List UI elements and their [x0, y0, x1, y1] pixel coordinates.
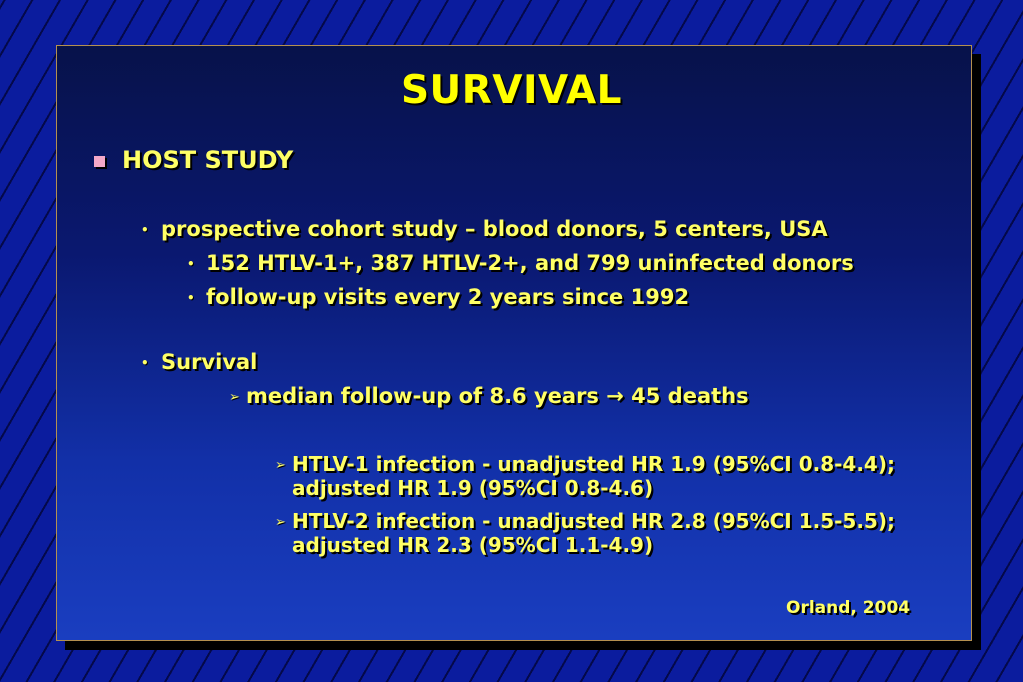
arrow-bullet-icon: ➢	[275, 458, 286, 473]
bullet-htlv1-line2: adjusted HR 1.9 (95%CI 0.8-4.6)	[292, 476, 654, 500]
citation: Orland, 2004	[786, 598, 911, 618]
dot-bullet-icon: •	[187, 291, 195, 305]
bullet-followup-visits: follow-up visits every 2 years since 1992	[206, 285, 690, 309]
square-bullet-icon	[94, 156, 105, 167]
bullet-donors: 152 HTLV-1+, 387 HTLV-2+, and 799 uninfected donors	[206, 251, 854, 275]
dot-bullet-icon: •	[141, 223, 149, 237]
bullet-study: prospective cohort study – blood donors, 5 centers, USA	[161, 217, 828, 241]
arrow-bullet-icon: ➢	[275, 515, 286, 530]
bullet-median-followup: median follow-up of 8.6 years → 45 deaths	[246, 384, 749, 408]
dot-bullet-icon: •	[141, 356, 149, 370]
bullet-survival: Survival	[161, 350, 258, 374]
bullet-htlv2-line2: adjusted HR 2.3 (95%CI 1.1-4.9)	[292, 533, 654, 557]
arrow-bullet-icon: ➢	[229, 390, 240, 405]
section-heading: HOST STUDY	[122, 146, 294, 174]
bullet-htlv1-line1: HTLV-1 infection - unadjusted HR 1.9 (95%CI 0.8-4.4);	[292, 452, 895, 476]
bullet-htlv2-line1: HTLV-2 infection - unadjusted HR 2.8 (95%CI 1.5-5.5);	[292, 509, 895, 533]
dot-bullet-icon: •	[187, 257, 195, 271]
slide-title: SURVIVAL	[400, 68, 623, 113]
